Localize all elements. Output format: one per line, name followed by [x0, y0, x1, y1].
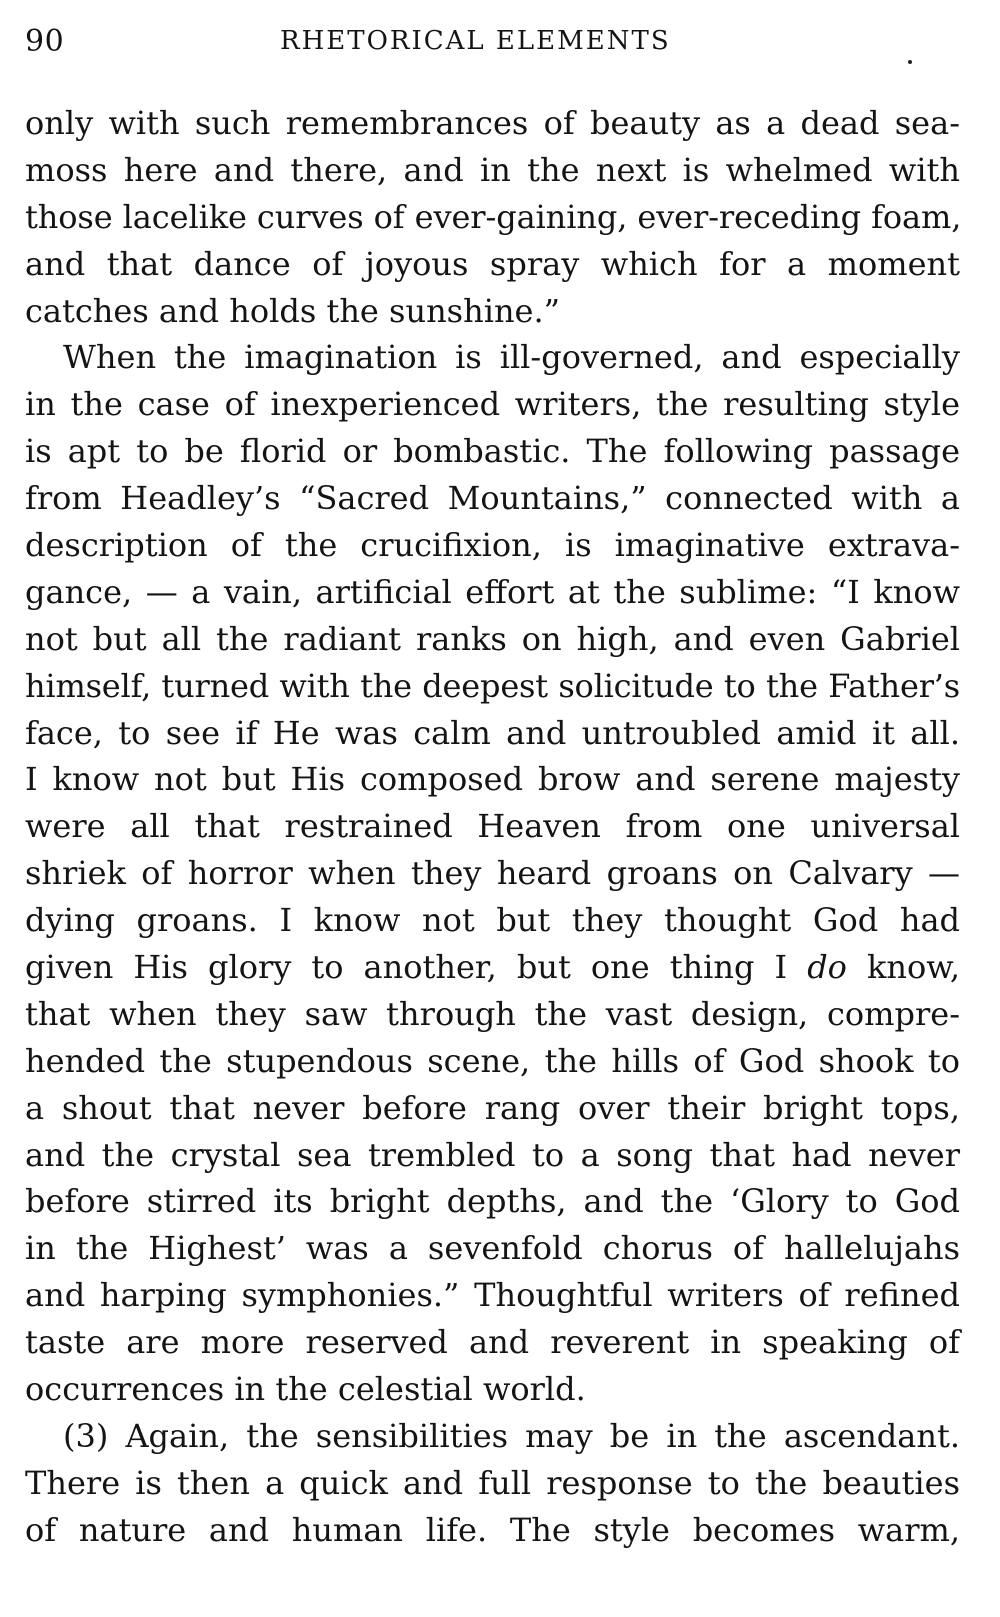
text-line: shriek of horror when they heard groans on Calvary — — [25, 854, 960, 893]
text-line: of nature and human life. The style becomes warm, — [25, 1510, 960, 1549]
text-line: from Headley’s “Sacred Mountains,” connected with a — [25, 479, 960, 518]
page-number: 90 — [25, 24, 65, 59]
text-line: occurrences in the celestial world. — [25, 1370, 586, 1409]
paragraph-start-line: (3) Again, the sensibilities may be in the ascendant. — [63, 1416, 960, 1455]
text-line: and the crystal sea trembled to a song that had never — [25, 1135, 960, 1174]
text-line: in the Highest’ was a sevenfold chorus of hallelujahs — [25, 1229, 960, 1268]
text-line: I know not but His composed brow and serene majesty — [25, 760, 960, 799]
text-line: and harping symphonies.” Thoughtful writers of refined — [25, 1276, 960, 1315]
text-line: a shout that never before rang over their bright tops, — [25, 1088, 960, 1127]
text-line: face, to see if He was calm and untroubled amid it all. — [25, 713, 960, 752]
text-line: were all that restrained Heaven from one universal — [25, 807, 960, 846]
print-speck — [908, 60, 912, 64]
text-line: taste are more reserved and reverent in speaking of — [25, 1323, 960, 1362]
text-line: in the case of inexperienced writers, the resulting style — [25, 385, 960, 424]
text-line: those lacelike curves of ever-gaining, ever-receding foam, — [25, 197, 962, 236]
text-line: dying groans. I know not but they thought God had — [25, 901, 960, 940]
text-line-with-emphasis — [25, 944, 960, 991]
text-line: that when they saw through the vast design, compre- — [25, 994, 960, 1033]
text-line: only with such remembrances of beauty as a dead sea- — [25, 104, 960, 142]
text-line: description of the crucifixion, is imaginative extrava- — [25, 526, 960, 565]
text-line: and that dance of joyous spray which for a moment — [25, 244, 960, 283]
text-line: catches and holds the sunshine.” — [25, 291, 561, 330]
body-text — [25, 100, 960, 1554]
text-line: moss here and there, and in the next is whelmed with — [25, 150, 960, 189]
text-line: before stirred its bright depths, and the ‘Glory to God — [25, 1182, 960, 1221]
text-segment: given His glory to another, but one thing I — [25, 948, 808, 987]
running-title: RHETORICAL ELEMENTS — [280, 26, 671, 56]
text-line: not but all the radiant ranks on high, and even Gabriel — [25, 619, 960, 658]
text-line: is apt to be florid or bombastic. The following passage — [25, 432, 960, 471]
text-line: There is then a quick and full response to the beauties — [25, 1463, 960, 1502]
text-line: hended the stupendous scene, the hills of God shook to — [25, 1041, 960, 1080]
paragraph-start-line: When the imagination is ill-governed, and especially — [63, 338, 960, 377]
running-head — [25, 20, 955, 64]
text-line: himself, turned with the deepest solicitude to the Father’s — [25, 666, 960, 705]
italic-emphasis: do — [807, 948, 847, 987]
text-line: gance, — a vain, artificial effort at the sublime: “I know — [25, 572, 960, 611]
text-segment: know, — [846, 948, 960, 987]
